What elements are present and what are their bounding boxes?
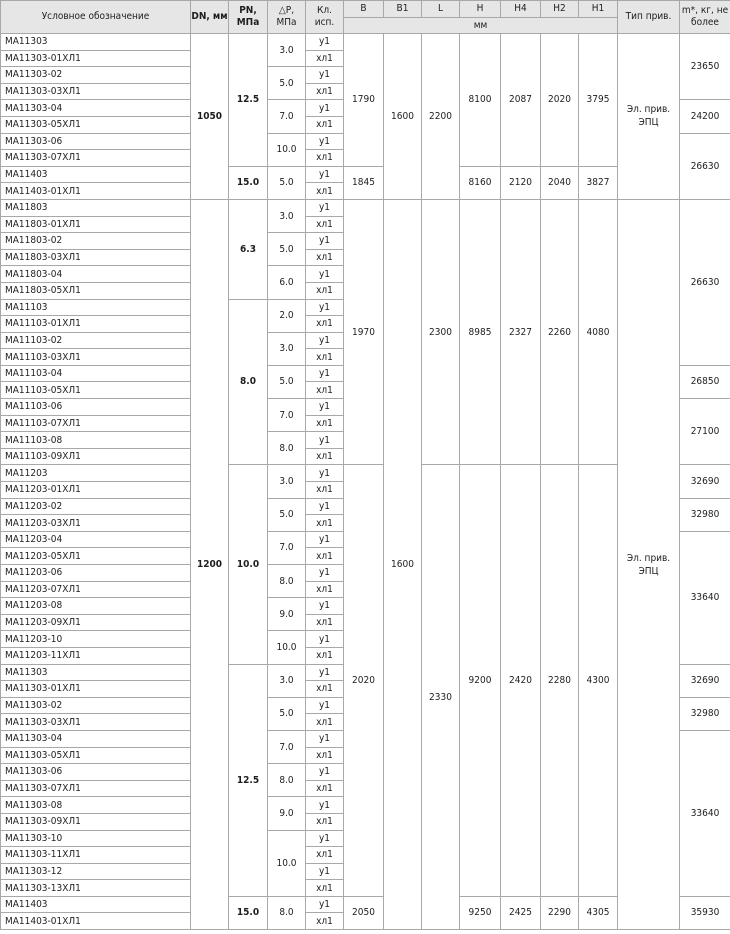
dp-cell: 5.0 (268, 498, 306, 531)
mass-cell: 26630 (680, 133, 730, 199)
designation-cell: МА11303-09ХЛ1 (1, 813, 191, 830)
designation-cell: МА11403-01ХЛ1 (1, 913, 191, 930)
designation-cell: МА11203 (1, 465, 191, 482)
designation-cell: МА11803-02 (1, 233, 191, 250)
designation-cell: МА11303-01ХЛ1 (1, 50, 191, 67)
kl-cell: хл1 (306, 50, 344, 67)
pn-cell: 12.5 (229, 664, 268, 896)
designation-cell: МА11803-04 (1, 266, 191, 283)
b1-cell: 1600 (384, 34, 422, 200)
designation-cell: МА11303-02 (1, 697, 191, 714)
mass-cell: 26850 (680, 365, 730, 398)
group-dn1050 (1, 34, 730, 200)
group-dn1200 (1, 199, 730, 929)
kl-cell: у1 (306, 465, 344, 482)
col-h1: H1 (579, 1, 618, 18)
h1-cell: 3795 (579, 34, 618, 167)
mass-cell: 32690 (680, 465, 730, 498)
h1-cell: 4300 (579, 465, 618, 896)
kl-cell: у1 (306, 764, 344, 781)
designation-cell: МА11203-11ХЛ1 (1, 647, 191, 664)
designation-cell: МА11203-10 (1, 631, 191, 648)
col-l: L (422, 1, 460, 18)
col-b1: B1 (384, 1, 422, 18)
kl-cell: хл1 (306, 482, 344, 499)
kl-cell: у1 (306, 697, 344, 714)
col-b: B (344, 1, 384, 18)
pn-cell: 12.5 (229, 34, 268, 167)
designation-cell: МА11203-03ХЛ1 (1, 515, 191, 532)
designation-cell: МА11103-02 (1, 332, 191, 349)
designation-cell: МА11203-09ХЛ1 (1, 614, 191, 631)
mass-cell: 33640 (680, 531, 730, 664)
kl-cell: хл1 (306, 614, 344, 631)
b-cell: 1970 (344, 199, 384, 465)
kl-cell: хл1 (306, 415, 344, 432)
designation-cell: МА11103-08 (1, 432, 191, 449)
kl-cell: у1 (306, 67, 344, 84)
b-cell: 1790 (344, 34, 384, 167)
kl-cell: хл1 (306, 83, 344, 100)
kl-cell: хл1 (306, 515, 344, 532)
designation-cell: МА11203-01ХЛ1 (1, 482, 191, 499)
dp-cell: 8.0 (268, 896, 306, 929)
designation-cell: МА11103-06 (1, 399, 191, 416)
b-cell: 1845 (344, 166, 384, 199)
h2-cell: 2260 (541, 199, 579, 465)
pn-cell: 10.0 (229, 465, 268, 664)
designation-cell: МА11803-05ХЛ1 (1, 282, 191, 299)
designation-cell: МА11203-06 (1, 565, 191, 582)
mass-cell: 23650 (680, 34, 730, 100)
kl-cell: у1 (306, 863, 344, 880)
kl-cell: хл1 (306, 747, 344, 764)
h2-cell: 2020 (541, 34, 579, 167)
b-cell: 2020 (344, 465, 384, 896)
designation-cell: МА11303-07ХЛ1 (1, 780, 191, 797)
pn-cell: 15.0 (229, 166, 268, 199)
kl-cell: у1 (306, 199, 344, 216)
mass-cell: 32980 (680, 697, 730, 730)
dp-cell: 10.0 (268, 631, 306, 664)
kl-cell: хл1 (306, 183, 344, 200)
h1-cell: 3827 (579, 166, 618, 199)
designation-cell: МА11403-01ХЛ1 (1, 183, 191, 200)
designation-cell: МА11103-01ХЛ1 (1, 316, 191, 333)
kl-cell: у1 (306, 631, 344, 648)
designation-cell: МА11303-10 (1, 830, 191, 847)
designation-cell: МА11103 (1, 299, 191, 316)
mass-cell: 32690 (680, 664, 730, 697)
b-cell: 2050 (344, 896, 384, 929)
dp-cell: 7.0 (268, 399, 306, 432)
kl-cell: у1 (306, 664, 344, 681)
mass-cell: 32980 (680, 498, 730, 531)
kl-cell: у1 (306, 830, 344, 847)
designation-cell: МА11303-04 (1, 730, 191, 747)
h1-cell: 4080 (579, 199, 618, 465)
kl-cell: у1 (306, 896, 344, 913)
designation-cell: МА11203-02 (1, 498, 191, 515)
dp-cell: 3.0 (268, 332, 306, 365)
kl-cell: у1 (306, 100, 344, 117)
dp-cell: 5.0 (268, 166, 306, 199)
designation-cell: МА11303-04 (1, 100, 191, 117)
designation-cell: МА11303-01ХЛ1 (1, 681, 191, 698)
designation-cell: МА11303-07ХЛ1 (1, 150, 191, 167)
kl-cell: хл1 (306, 647, 344, 664)
kl-cell: хл1 (306, 813, 344, 830)
h2-cell: 2290 (541, 896, 579, 929)
kl-cell: хл1 (306, 150, 344, 167)
kl-cell: у1 (306, 598, 344, 615)
col-kl: Кл. исп. (306, 1, 344, 34)
col-pn: PN, МПа (229, 1, 268, 34)
dn-cell: 1200 (191, 199, 229, 929)
designation-cell: МА11303-06 (1, 133, 191, 150)
col-h4: H4 (501, 1, 541, 18)
designation-cell: МА11803-01ХЛ1 (1, 216, 191, 233)
col-h2: H2 (541, 1, 579, 18)
kl-cell: у1 (306, 299, 344, 316)
col-dn: DN, мм (191, 1, 229, 34)
kl-cell: хл1 (306, 913, 344, 930)
col-dp: △P, МПа (268, 1, 306, 34)
kl-cell: у1 (306, 498, 344, 515)
dp-cell: 3.0 (268, 34, 306, 67)
kl-cell: у1 (306, 266, 344, 283)
h1-cell: 4305 (579, 896, 618, 929)
col-designation: Условное обозначение (1, 1, 191, 34)
col-mass: m*, кг, не более (680, 1, 730, 34)
kl-cell: хл1 (306, 349, 344, 366)
designation-cell: МА11303-05ХЛ1 (1, 116, 191, 133)
kl-cell: хл1 (306, 780, 344, 797)
mass-cell: 33640 (680, 730, 730, 896)
h4-cell: 2120 (501, 166, 541, 199)
mass-cell: 26630 (680, 199, 730, 365)
h4-cell: 2327 (501, 199, 541, 465)
designation-cell: МА11103-04 (1, 365, 191, 382)
dp-cell: 5.0 (268, 233, 306, 266)
l-cell: 2200 (422, 34, 460, 200)
designation-cell: МА11303-05ХЛ1 (1, 747, 191, 764)
designation-cell: МА11103-05ХЛ1 (1, 382, 191, 399)
drive-cell: Эл. прив. ЭПЦ (618, 34, 680, 200)
dp-cell: 5.0 (268, 365, 306, 398)
kl-cell: у1 (306, 133, 344, 150)
h4-cell: 2425 (501, 896, 541, 929)
kl-cell: у1 (306, 166, 344, 183)
dp-cell: 3.0 (268, 465, 306, 498)
designation-cell: МА11303-13ХЛ1 (1, 880, 191, 897)
col-h: H (460, 1, 501, 18)
kl-cell: у1 (306, 399, 344, 416)
designation-cell: МА11303 (1, 664, 191, 681)
pn-cell: 6.3 (229, 199, 268, 299)
l-cell: 2330 (422, 465, 460, 930)
l-cell: 2300 (422, 199, 460, 465)
dp-cell: 7.0 (268, 531, 306, 564)
kl-cell: хл1 (306, 880, 344, 897)
kl-cell: у1 (306, 233, 344, 250)
kl-cell: хл1 (306, 316, 344, 333)
kl-cell: хл1 (306, 714, 344, 731)
kl-cell: у1 (306, 332, 344, 349)
h-cell: 9200 (460, 465, 501, 896)
kl-cell: хл1 (306, 249, 344, 266)
kl-cell: хл1 (306, 216, 344, 233)
drive-cell: Эл. прив. ЭПЦ (618, 199, 680, 929)
kl-cell: хл1 (306, 116, 344, 133)
designation-cell: МА11803 (1, 199, 191, 216)
designation-cell: МА11303-03ХЛ1 (1, 714, 191, 731)
kl-cell: хл1 (306, 448, 344, 465)
designation-cell: МА11303 (1, 34, 191, 51)
kl-cell: хл1 (306, 282, 344, 299)
designation-cell: МА11203-08 (1, 598, 191, 615)
kl-cell: хл1 (306, 548, 344, 565)
kl-cell: у1 (306, 730, 344, 747)
designation-cell: МА11303-11ХЛ1 (1, 847, 191, 864)
units-label: мм (344, 18, 618, 34)
designation-cell: МА11803-03ХЛ1 (1, 249, 191, 266)
dp-cell: 9.0 (268, 797, 306, 830)
kl-cell: у1 (306, 365, 344, 382)
dp-cell: 7.0 (268, 100, 306, 133)
designation-cell: МА11303-06 (1, 764, 191, 781)
designation-cell: МА11103-09ХЛ1 (1, 448, 191, 465)
pn-cell: 15.0 (229, 896, 268, 929)
kl-cell: у1 (306, 797, 344, 814)
kl-cell: хл1 (306, 581, 344, 598)
dp-cell: 10.0 (268, 133, 306, 166)
h-cell: 8160 (460, 166, 501, 199)
b1-cell: 1600 (384, 199, 422, 929)
kl-cell: хл1 (306, 382, 344, 399)
designation-cell: МА11303-12 (1, 863, 191, 880)
kl-cell: у1 (306, 432, 344, 449)
dp-cell: 5.0 (268, 697, 306, 730)
h4-cell: 2420 (501, 465, 541, 896)
dp-cell: 7.0 (268, 730, 306, 763)
h-cell: 8985 (460, 199, 501, 465)
kl-cell: хл1 (306, 847, 344, 864)
h4-cell: 2087 (501, 34, 541, 167)
designation-cell: МА11303-08 (1, 797, 191, 814)
dn-cell: 1050 (191, 34, 229, 200)
designation-cell: МА11203-04 (1, 531, 191, 548)
dp-cell: 3.0 (268, 199, 306, 232)
dp-cell: 10.0 (268, 830, 306, 896)
dp-cell: 8.0 (268, 565, 306, 598)
dp-cell: 3.0 (268, 664, 306, 697)
h-cell: 9250 (460, 896, 501, 929)
dp-cell: 6.0 (268, 266, 306, 299)
dp-cell: 2.0 (268, 299, 306, 332)
dp-cell: 8.0 (268, 432, 306, 465)
designation-cell: МА11203-07ХЛ1 (1, 581, 191, 598)
designation-cell: МА11103-07ХЛ1 (1, 415, 191, 432)
designation-cell: МА11203-05ХЛ1 (1, 548, 191, 565)
kl-cell: у1 (306, 34, 344, 51)
dp-cell: 5.0 (268, 67, 306, 100)
dp-cell: 8.0 (268, 764, 306, 797)
h2-cell: 2280 (541, 465, 579, 896)
designation-cell: МА11103-03ХЛ1 (1, 349, 191, 366)
h2-cell: 2040 (541, 166, 579, 199)
mass-cell: 27100 (680, 399, 730, 465)
pn-cell: 8.0 (229, 299, 268, 465)
designation-cell: МА11403 (1, 166, 191, 183)
mass-cell: 24200 (680, 100, 730, 133)
kl-cell: хл1 (306, 681, 344, 698)
mass-cell: 35930 (680, 896, 730, 929)
kl-cell: у1 (306, 565, 344, 582)
designation-cell: МА11403 (1, 896, 191, 913)
designation-cell: МА11303-03ХЛ1 (1, 83, 191, 100)
designation-cell: МА11303-02 (1, 67, 191, 84)
h-cell: 8100 (460, 34, 501, 167)
dp-cell: 9.0 (268, 598, 306, 631)
kl-cell: у1 (306, 531, 344, 548)
col-drive: Тип прив. (618, 1, 680, 34)
